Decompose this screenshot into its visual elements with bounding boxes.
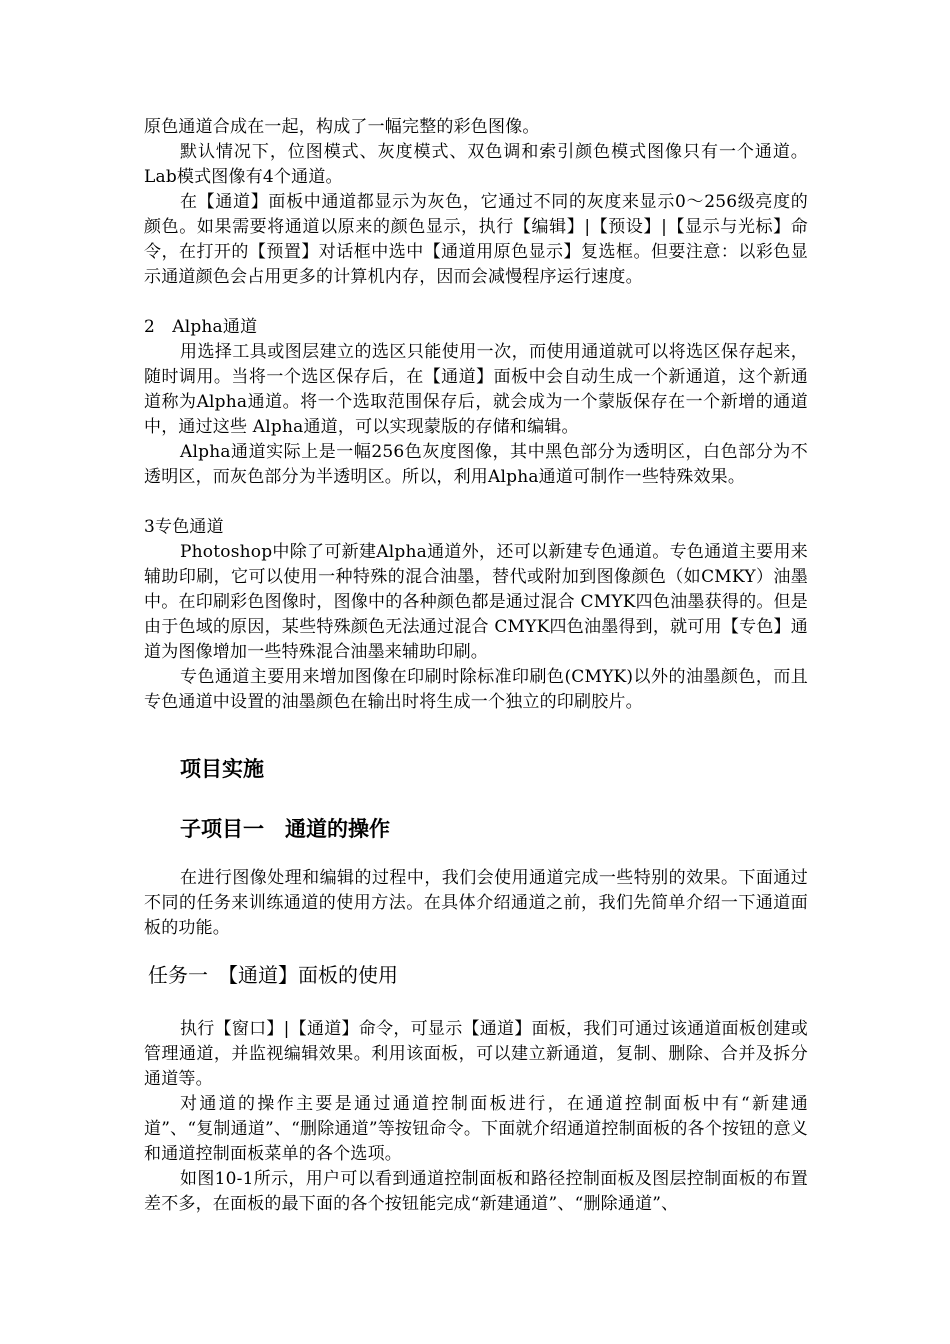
- paragraph-panel-operations: 对通道的操作主要是通过通道控制面板进行，在通道控制面板中有“新建通道”、“复制通道”、“删除通道”等按钮命令。下面就介绍通道控制面板的各个按钮的意义和通道控制面板菜单的各个选项。: [144, 1094, 808, 1164]
- paragraph-figure-reference: 如图10-1所示，用户可以看到通道控制面板和路径控制面板及图层控制面板的布置差不多，在面板的最下面的各个按钮能完成“新建通道”、“删除通道”、: [144, 1169, 808, 1214]
- paragraph-spot-ink: 专色通道主要用来增加图像在印刷时除标准印刷色(CMYK)以外的油墨颜色，而且专色通道中设置的油墨颜色在输出时将生成一个独立的印刷胶片。: [144, 667, 808, 712]
- paragraph-spot-channel: Photoshop中除了可新建Alpha通道外，还可以新建专色通道。专色通道主要用来辅助印刷，它可以使用一种特殊的混合油墨，替代或附加到图像颜色（如CMKY）油墨中。在印刷彩色图像时，图像中的各种颜色都是通过混合 CMYK四色油墨获得的。但是由于色域的原因，某些特殊颜色无法通过混合 CMYK四色油墨得到，就可用【专色】通道为图像增加一些特殊混合油墨来辅助印刷。: [144, 542, 808, 662]
- heading-subproject-one: 子项目一 通道的操作: [180, 817, 390, 841]
- paragraph-channel-display: 在【通道】面板中通道都显示为灰色，它通过不同的灰度来显示0～256级亮度的颜色。如果需要将通道以原来的颜色显示，执行【编辑】|【预设】|【显示与光标】命令，在打开的【预置】对话框中选中【通道用原色显示】复选框。但要注意：以彩色显示通道颜色会占用更多的计算机内存，因而会减慢程序运行速度。: [144, 192, 808, 287]
- section-heading-alpha: 2 Alpha通道: [144, 317, 258, 337]
- paragraph-default-channels: 默认情况下，位图模式、灰度模式、双色调和索引颜色模式图像只有一个通道。Lab模式图像有4个通道。: [144, 142, 808, 187]
- paragraph-open-panel: 执行【窗口】|【通道】命令，可显示【通道】面板，我们可通过该通道面板创建或管理通道，并监视编辑效果。利用该面板，可以建立新通道，复制、删除、合并及拆分通道等。: [144, 1019, 808, 1089]
- heading-task-one: 任务一 【通道】面板的使用: [148, 963, 398, 987]
- paragraph-intro: 在进行图像处理和编辑的过程中，我们会使用通道完成一些特别的效果。下面通过不同的任务来训练通道的使用方法。在具体介绍通道之前，我们先简单介绍一下通道面板的功能。: [144, 868, 808, 938]
- heading-project-implementation: 项目实施: [180, 757, 264, 781]
- paragraph-composite-channels: 原色通道合成在一起，构成了一幅完整的彩色图像。: [144, 117, 540, 137]
- paragraph-alpha-save: 用选择工具或图层建立的选区只能使用一次，而使用通道就可以将选区保存起来，随时调用。当将一个选区保存后，在【通道】面板中会自动生成一个新通道，这个新通道称为Alpha通道。将一个选取范围保存后，就会成为一个蒙版保存在一个新增的通道中，通过这些 Alpha通道，可以实现蒙版的存储和编辑。: [144, 342, 808, 437]
- paragraph-alpha-grayscale: Alpha通道实际上是一幅256色灰度图像，其中黑色部分为透明区，白色部分为不透明区，而灰色部分为半透明区。所以，利用Alpha通道可制作一些特殊效果。: [144, 442, 808, 487]
- section-heading-spot: 3专色通道: [144, 517, 224, 537]
